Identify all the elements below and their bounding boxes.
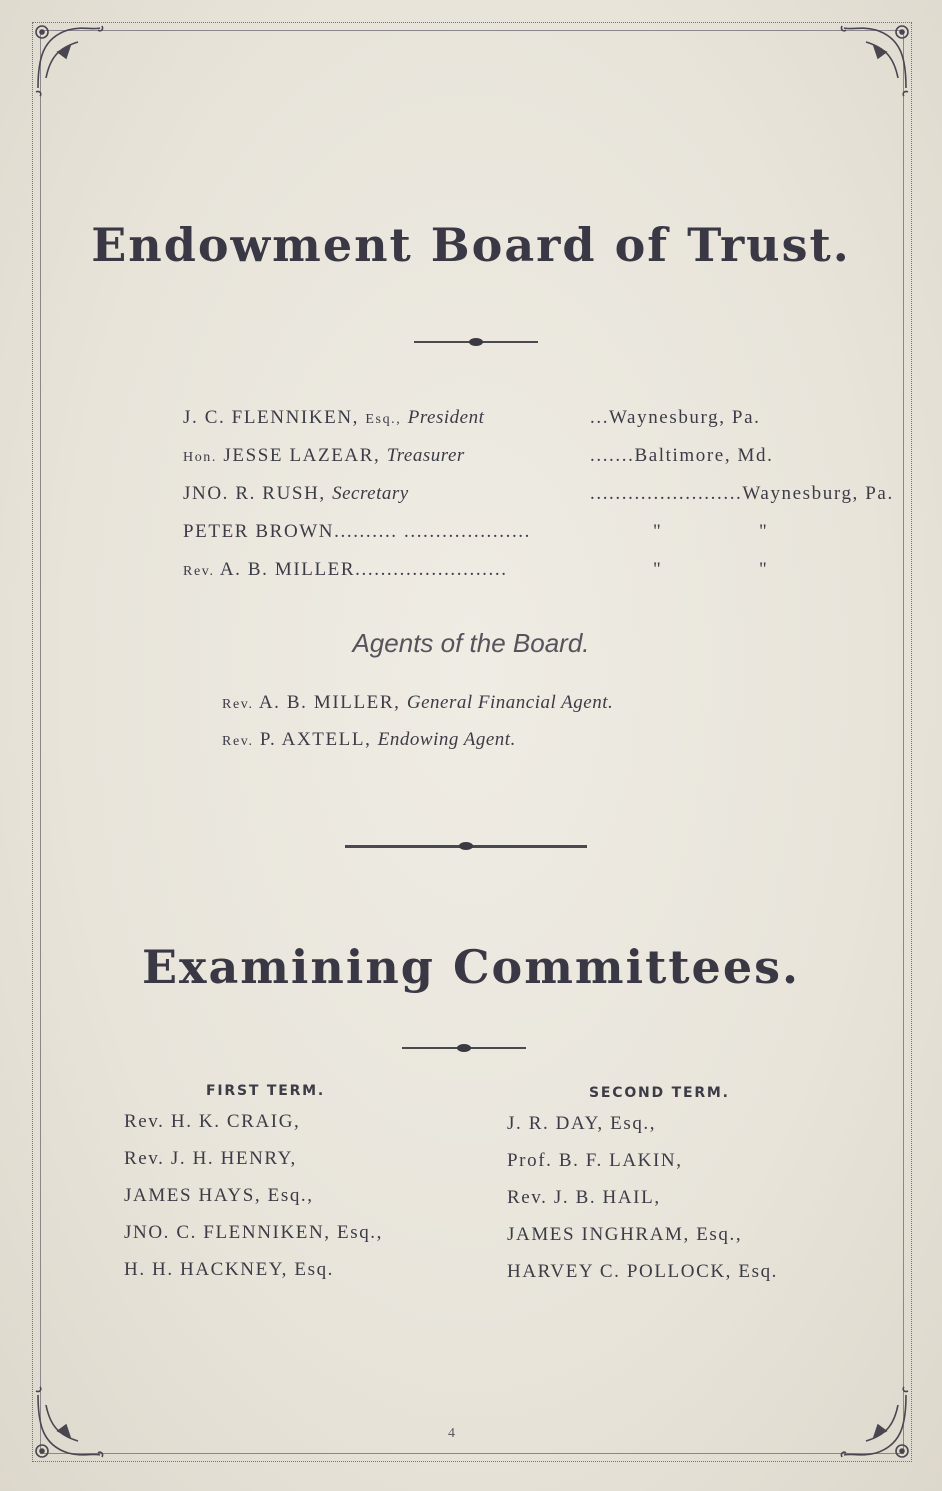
member-role: President xyxy=(407,407,485,428)
page-number: 4 xyxy=(448,1426,455,1441)
member-name: JNO. R. RUSH, xyxy=(183,483,326,504)
member-place: ...Waynesburg, Pa. xyxy=(590,407,761,428)
agent-prefix: Rev. xyxy=(222,697,254,712)
corner-ornament-bottom-left xyxy=(28,1385,108,1465)
committee-member: HARVEY C. POLLOCK, Esq. xyxy=(507,1261,779,1282)
committee-member: Rev. J. B. HAIL, xyxy=(507,1187,661,1208)
agent-name: A. B. MILLER, xyxy=(258,692,401,713)
leader-dots: .......... .................... xyxy=(334,521,531,542)
committee-member: JAMES HAYS, Esq., xyxy=(124,1185,314,1206)
committee-member: J. R. DAY, Esq., xyxy=(507,1113,657,1134)
board-member-row xyxy=(183,559,793,597)
member-role: Treasurer xyxy=(386,445,465,466)
first-term-heading: FIRST TERM. xyxy=(206,1083,326,1099)
agent-prefix: Rev. xyxy=(222,734,254,749)
member-name: PETER BROWN xyxy=(183,521,335,542)
committee-member: Prof. B. F. LAKIN, xyxy=(507,1150,683,1171)
board-member-row xyxy=(183,521,793,559)
board-member-row xyxy=(183,445,793,483)
board-title: Endowment Board of Trust. xyxy=(91,218,851,272)
member-place: .......Baltimore, Md. xyxy=(590,445,774,466)
agent-role: Endowing Agent. xyxy=(377,729,516,750)
member-prefix: Hon. xyxy=(183,450,218,465)
second-term-heading: SECOND TERM. xyxy=(589,1085,730,1101)
board-member-row xyxy=(183,483,894,521)
ornamental-rule xyxy=(414,341,538,343)
agent-role: General Financial Agent. xyxy=(406,692,614,713)
member-name: J. C. FLENNIKEN, xyxy=(183,407,360,428)
agent-name: P. AXTELL, xyxy=(259,729,372,750)
corner-ornament-bottom-right xyxy=(836,1385,916,1465)
committee-member: Rev. H. K. CRAIG, xyxy=(124,1111,301,1132)
member-prefix: Rev. xyxy=(183,564,215,579)
ditto-mark: " xyxy=(653,559,663,580)
agents-list xyxy=(222,692,613,766)
ditto-mark: " xyxy=(653,521,663,542)
ornamental-rule xyxy=(345,845,587,848)
committees-title: Examining Committees. xyxy=(141,940,801,994)
ditto-mark: " xyxy=(759,559,769,580)
corner-ornament-top-right xyxy=(836,18,916,98)
committee-member: H. H. HACKNEY, Esq. xyxy=(124,1259,335,1280)
second-term-column xyxy=(507,1085,778,1298)
ornamental-rule xyxy=(402,1047,526,1049)
board-list xyxy=(183,407,894,597)
committee-member: Rev. J. H. HENRY, xyxy=(124,1148,297,1169)
member-honorific: Esq., xyxy=(365,412,402,427)
agent-row xyxy=(222,729,613,766)
corner-ornament-top-left xyxy=(28,18,108,98)
agent-row xyxy=(222,692,613,729)
member-name: JESSE LAZEAR, xyxy=(223,445,381,466)
committee-member: JNO. C. FLENNIKEN, Esq., xyxy=(124,1222,384,1243)
agents-heading: Agents of the Board. xyxy=(352,628,590,658)
committee-member: JAMES INGHRAM, Esq., xyxy=(507,1224,743,1245)
board-member-row xyxy=(183,407,793,445)
member-place: ........................Waynesburg, Pa. xyxy=(590,483,894,504)
member-name: A. B. MILLER xyxy=(219,559,356,580)
member-role: Secretary xyxy=(332,483,409,504)
ditto-mark: " xyxy=(759,521,769,542)
leader-dots: ........................ xyxy=(355,559,508,580)
first-term-column xyxy=(124,1083,383,1296)
